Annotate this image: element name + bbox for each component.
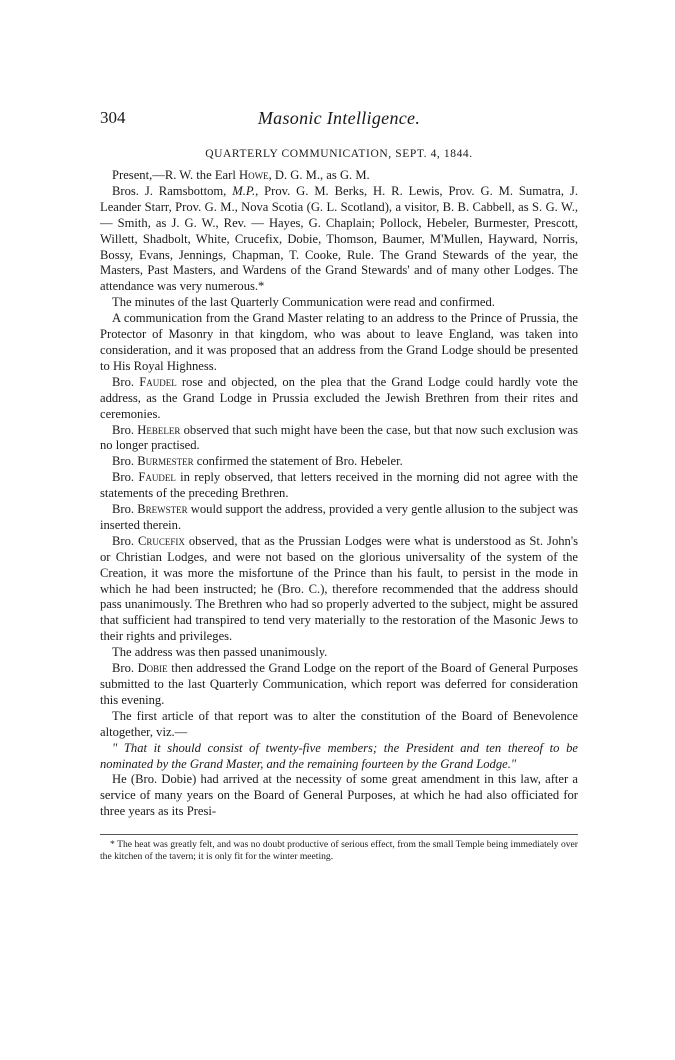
text-run: rose and objected, on the plea that the Grand Lodge could hardly vote the address, as the Grand Lodge in Prussia excluded the Jewish Brethren from their rites and ceremonies. (100, 374, 579, 421)
name-smallcaps: Howe (238, 168, 269, 182)
text-run: He (Bro. Dobie) had arrived at the necessity of some great amendment in this law, after a service of many years on the Board of General Purposes, at which he had also officiated for three years as its Presi- (100, 772, 578, 819)
name-smallcaps: Faudel (139, 374, 177, 389)
text-run: The minutes of the last Quarterly Communication were read and confirmed. (112, 295, 495, 310)
text-run: , D. G. M., as G. M. (268, 168, 370, 182)
text-run: The first article of that report was to alter the constitution of the Board of Benevolence altogether, viz.— (100, 708, 578, 739)
paragraph (100, 375, 578, 423)
text-run: confirmed the statement of Bro. Hebeler. (193, 454, 403, 469)
paragraph (100, 168, 578, 184)
text-run: A communication from the Grand Master relating to an address to the Prince of Prussia, the Protector of Masonry in that kingdom, who was about to leave England, was taken into consideration, and it was proposed that an address from the Grand Lodge should be presented to His Royal Highness. (100, 311, 578, 373)
footnote: * The heat was greatly felt, and was no doubt productive of serious effect, from the small Temple being immediately over the kitchen of the tavern; it is only fit for the winter meeting. (100, 839, 578, 862)
paragraph (100, 295, 578, 311)
section-heading: QUARTERLY COMMUNICATION, SEPT. 4, 1844. (205, 148, 473, 160)
text-run: would support the address, provided a very gentle allusion to the subject was inserted therein. (100, 502, 579, 532)
page (100, 108, 578, 862)
paragraph (100, 311, 578, 375)
paragraph (100, 645, 578, 661)
name-smallcaps: Dobie (137, 661, 168, 676)
paragraph (100, 470, 578, 502)
page-header (100, 108, 578, 132)
name-smallcaps: Faudel (138, 470, 176, 485)
text-run: then addressed the Grand Lodge on the report of the Board of General Purposes submitted to the last Quarterly Communication, which report was deferred for consideration this evening. (100, 661, 578, 707)
paragraph (100, 772, 578, 820)
text-run: , Prov. G. M. Berks, H. R. Lewis, Prov. G. M. Sumatra, J. Leander Starr, Prov. G. M., Nova Scotia (G. L. Scotland), a visitor, B. B. Cabbell, as S. G. W., — Smith, as J. G. W., Rev. — Hayes, G. Chaplain; Pollock, Hebeler, Burmester, Prescott, Willett, Shadbolt, White, Crucefix, Dobie, Thomson, Baumer, M'Mullen, Hayward, Norris, Bossy, Evans, Jennings, Chapman, T. Cooke, Rule. The Grand Stewards of the year, the Masters, Past Masters, and Wardens of the Grand Stewards' and of many other Lodges. The attendance was very numerous.* (100, 183, 578, 294)
text-run: Bro. (112, 374, 140, 389)
text-run: Bro. (112, 454, 138, 469)
text-run: The address was then passed unanimously. (112, 645, 328, 660)
paragraph (100, 184, 578, 295)
paragraph (100, 534, 578, 645)
name-smallcaps: Burmester (137, 454, 194, 469)
paragraph (100, 423, 578, 455)
name-smallcaps: Hebeler (137, 422, 181, 437)
text-run: Bro. (112, 470, 139, 485)
italic-text: M.P. (232, 183, 256, 198)
paragraph (100, 661, 578, 709)
article-body (100, 168, 578, 820)
running-title: Masonic Intelligence. (257, 108, 421, 128)
name-smallcaps: Crucefix (138, 533, 185, 548)
name-smallcaps: Brewster (137, 502, 188, 517)
paragraph (100, 741, 578, 773)
text-run: Bros. J. Ramsbottom, (112, 183, 233, 198)
italic-text: " That it should consist of twenty-five members; the President and ten thereof to be nominated by the Grand Master, and the remaining fourteen by the Grand Lodge." (100, 740, 578, 771)
text-run: observed that such might have been the case, but that now such exclusion was no longer practised. (100, 422, 579, 453)
paragraph (100, 709, 578, 741)
text-run: Present,—R. W. the Earl (112, 168, 239, 182)
paragraph (100, 502, 578, 534)
text-run: Bro. (112, 502, 138, 517)
text-run: Bro. (112, 422, 138, 437)
footnote-divider (100, 834, 578, 835)
text-run: Bro. (112, 661, 138, 676)
text-run: in reply observed, that letters received in the morning did not agree with the statements of the preceding Brethren. (100, 470, 578, 501)
text-run: observed, that as the Prussian Lodges were what is understood as St. John's or Christian Lodges, and were not based on the glorious universality of the system of the Creation, it was more the misfortune of the Prince than his fault, to persist in the mode in which he had been instructed; he (Bro. C.), therefore recommended that the address should pass unanimously. The Brethren who had so properly adverted to the subject, might be assured that sufficient had transpired to tend very materially to the restoration of the Masonic Jews to their rights and privileges. (100, 533, 579, 644)
paragraph (100, 454, 578, 470)
page-number: 304 (100, 108, 126, 127)
text-run: Bro. (112, 533, 139, 548)
